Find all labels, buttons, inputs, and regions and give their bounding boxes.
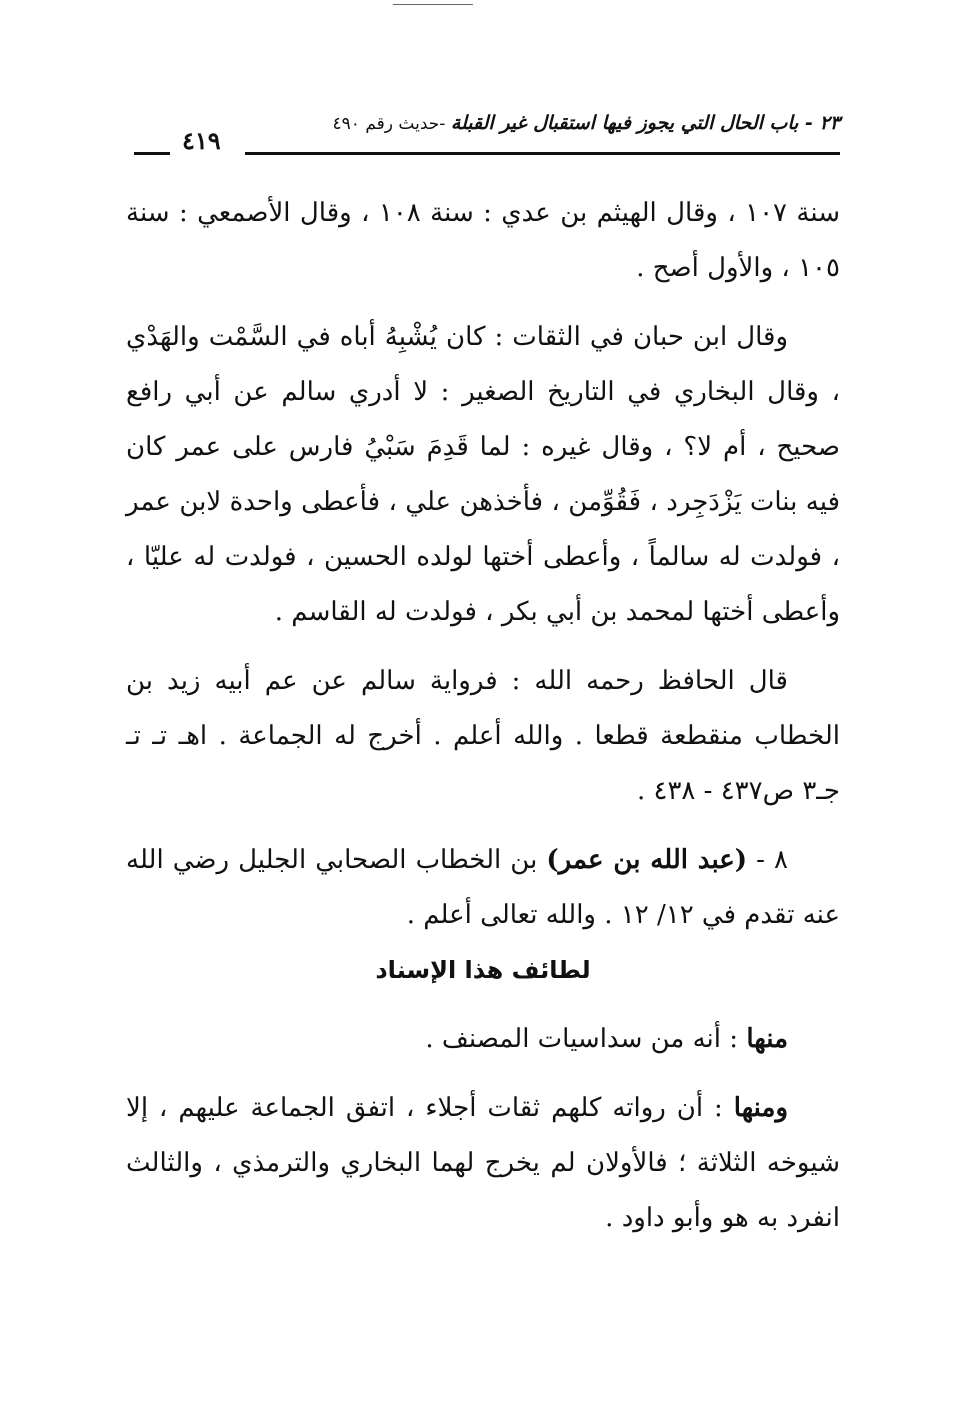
header-title-line xyxy=(333,112,840,134)
section-item-text: : أن رواته كلهم ثقات أجلاء ، اتفق الجماعة عليهم ، إلا شيوخه الثلاثة ؛ فالأولان لم يخرج لهما البخاري والترمذي ، والثالث انفرد به هو وأبو داود . xyxy=(126,1093,840,1233)
running-header xyxy=(134,112,840,156)
section-heading: لطائف هذا الإسناد xyxy=(375,956,591,984)
header-rule xyxy=(245,152,840,155)
narrator-description: بن الخطاب الصحابي الجليل رضي الله عنه تقدم في ١٢/ ١٢ . والله تعالى أعلم . xyxy=(126,845,840,930)
chapter-title: ٢٣ - باب الحال التي يجوز فيها استقبال غير القبلة xyxy=(450,112,840,134)
paragraph-narrator-death-dates: سنة ١٠٧ ، وقال الهيثم بن عدي : سنة ١٠٨ ، وقال الأصمعي : سنة ١٠٥ ، والأول أصح . xyxy=(126,198,840,283)
page-number-dash xyxy=(134,152,170,155)
page-number: ٤١٩ xyxy=(182,126,221,155)
paragraph-ibn-hibban: وقال ابن حبان في الثقات : كان يُشْبِهُ أباه في السَّمْت والهَدْي ، وقال البخاري في التاريخ الصغير : لا أدري سالم عن أبي رافع صحيح ، أم لا؟ ، وقال غيره : لما قَدِمَ سَبْيُ فارس على عمر كان فيه بنات يَزْدَجِرد ، فَقُوِّمن ، فأخذهن علي ، فأعطى واحدة لابن عمر ، فولدت له سالماً ، وأعطى أختها لولده الحسين ، فولدت له عليّا ، وأعطى أختها لمحمد بن أبي بكر ، فولدت له القاسم . xyxy=(126,322,840,627)
section-item-lead: ومنها xyxy=(733,1093,788,1123)
paragraph-hafiz-note: قال الحافظ رحمه الله : فرواية سالم عن عم أبيه زيد بن الخطاب منقطعة قطعا . والله أعلم . أخرج له الجماعة . اهـ تـ تـ جـ٣ ص٤٣٧ - ٤٣٨ . xyxy=(126,666,840,806)
section-body xyxy=(126,1012,840,1260)
narrator-number: ٨ - xyxy=(747,845,788,875)
paragraph-narrator-8 xyxy=(126,833,840,943)
section-item xyxy=(126,1012,840,1067)
hadith-reference: -حديث رقم ٤٩٠ xyxy=(332,114,451,134)
main-text xyxy=(126,186,840,957)
section-item xyxy=(126,1081,840,1246)
section-item-lead: منها xyxy=(746,1024,788,1054)
narrator-name: (عبد الله بن عمر) xyxy=(546,845,748,875)
section-item-text: : أنه من سداسيات المصنف . xyxy=(425,1024,747,1054)
top-edge-rule xyxy=(393,4,473,5)
